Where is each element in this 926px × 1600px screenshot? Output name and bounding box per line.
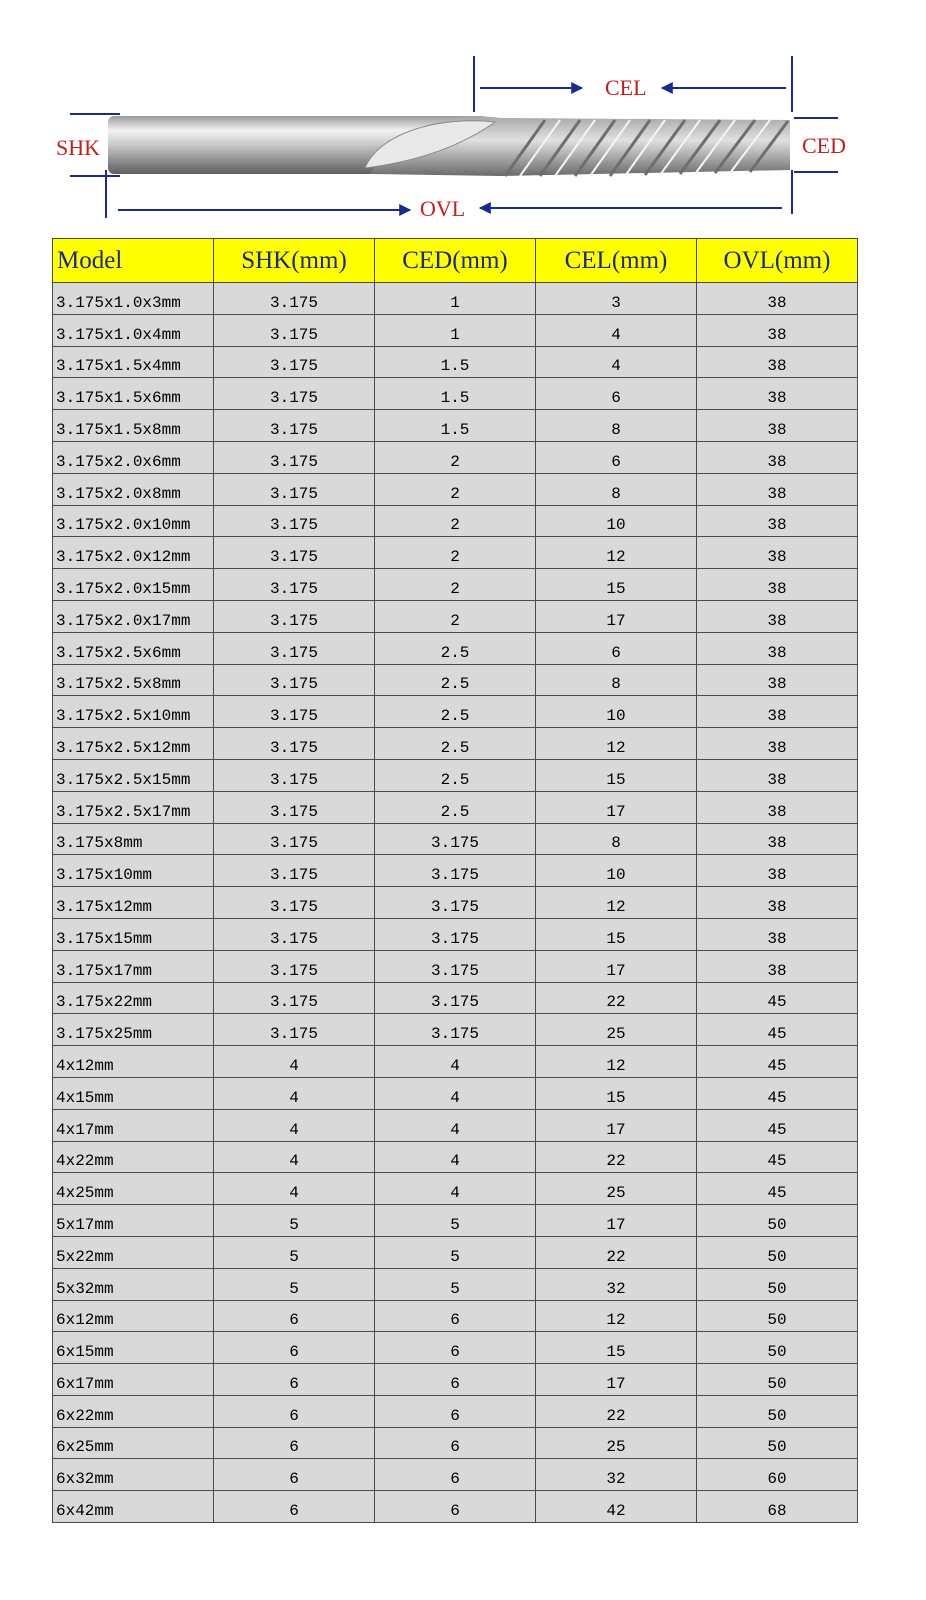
ced-cell: 2.5 [375,728,536,760]
ced-cell: 6 [375,1300,536,1332]
model-cell: 4x15mm [53,1077,214,1109]
model-cell: 6x42mm [53,1491,214,1523]
ced-cell: 4 [375,1109,536,1141]
ovl-cell: 45 [697,1077,858,1109]
cel-cell: 3 [536,283,697,315]
ced-cell: 6 [375,1491,536,1523]
shk-cell: 3.175 [214,855,375,887]
table-row [53,1173,858,1205]
ced-cell: 5 [375,1268,536,1300]
model-cell: 3.175x2.0x8mm [53,473,214,505]
cel-label: CEL [605,75,647,100]
cel-cell: 10 [536,505,697,537]
ovl-cell: 38 [697,728,858,760]
shk-cell: 3.175 [214,1014,375,1046]
shk-label: SHK [56,135,101,160]
cel-cell: 6 [536,441,697,473]
column-header-shk: SHK(mm) [214,239,375,283]
model-cell: 3.175x2.0x6mm [53,441,214,473]
table-row [53,1109,858,1141]
table-row [53,569,858,601]
ovl-cell: 38 [697,537,858,569]
model-cell: 3.175x2.5x10mm [53,696,214,728]
cel-cell: 10 [536,855,697,887]
table-row [53,759,858,791]
model-cell: 3.175x2.0x17mm [53,600,214,632]
cel-cell: 42 [536,1491,697,1523]
cel-cell: 8 [536,664,697,696]
ced-cell: 3.175 [375,887,536,919]
ovl-cell: 38 [697,314,858,346]
cel-cell: 15 [536,1077,697,1109]
table-row [53,1364,858,1396]
cel-cell: 6 [536,632,697,664]
table-row [53,791,858,823]
ovl-cell: 45 [697,1173,858,1205]
ced-cell: 1.5 [375,410,536,442]
table-row [53,537,858,569]
ovl-cell: 50 [697,1236,858,1268]
cel-cell: 15 [536,1332,697,1364]
model-cell: 3.175x25mm [53,1014,214,1046]
table-row [53,918,858,950]
column-header-ced: CED(mm) [375,239,536,283]
ced-cell: 6 [375,1459,536,1491]
column-header-cel: CEL(mm) [536,239,697,283]
ovl-cell: 38 [697,887,858,919]
table-row [53,1236,858,1268]
ovl-cell: 38 [697,632,858,664]
cel-cell: 15 [536,569,697,601]
ovl-cell: 38 [697,473,858,505]
cel-cell: 8 [536,823,697,855]
ovl-cell: 50 [697,1395,858,1427]
ced-cell: 2 [375,505,536,537]
ced-cell: 6 [375,1364,536,1396]
cel-cell: 17 [536,791,697,823]
shk-cell: 5 [214,1205,375,1237]
table-row [53,1300,858,1332]
cel-cell: 32 [536,1268,697,1300]
shk-cell: 4 [214,1077,375,1109]
table-row [53,600,858,632]
ced-cell: 2.5 [375,664,536,696]
shk-cell: 6 [214,1459,375,1491]
shk-cell: 3.175 [214,696,375,728]
shk-cell: 4 [214,1046,375,1078]
ovl-cell: 50 [697,1332,858,1364]
table-row [53,1077,858,1109]
ovl-label: OVL [420,196,466,221]
shk-cell: 3.175 [214,791,375,823]
table-row [53,823,858,855]
cel-cell: 17 [536,600,697,632]
cel-cell: 6 [536,378,697,410]
cel-cell: 25 [536,1427,697,1459]
ced-cell: 6 [375,1332,536,1364]
table-header-row [53,239,858,283]
ovl-cell: 50 [697,1427,858,1459]
ced-label: CED [802,133,846,158]
ovl-cell: 45 [697,1046,858,1078]
ced-cell: 1.5 [375,378,536,410]
cel-cell: 12 [536,728,697,760]
ced-cell: 2.5 [375,759,536,791]
shk-cell: 3.175 [214,918,375,950]
shk-cell: 3.175 [214,569,375,601]
cel-cell: 15 [536,918,697,950]
model-cell: 4x22mm [53,1141,214,1173]
ovl-cell: 38 [697,569,858,601]
ced-cell: 2 [375,537,536,569]
cel-cell: 4 [536,314,697,346]
shk-cell: 3.175 [214,887,375,919]
model-cell: 3.175x2.5x6mm [53,632,214,664]
cel-cell: 17 [536,1205,697,1237]
ced-cell: 4 [375,1173,536,1205]
model-cell: 3.175x1.5x8mm [53,410,214,442]
shk-cell: 3.175 [214,441,375,473]
ced-cell: 4 [375,1046,536,1078]
ced-cell: 2.5 [375,696,536,728]
column-header-model: Model [53,239,214,283]
spec-table [52,238,858,1523]
model-cell: 4x12mm [53,1046,214,1078]
model-cell: 3.175x2.0x15mm [53,569,214,601]
cel-cell: 25 [536,1173,697,1205]
shk-cell: 4 [214,1109,375,1141]
model-cell: 3.175x10mm [53,855,214,887]
cel-cell: 12 [536,887,697,919]
table-row [53,1205,858,1237]
model-cell: 5x17mm [53,1205,214,1237]
shk-cell: 6 [214,1427,375,1459]
shk-cell: 4 [214,1141,375,1173]
ovl-cell: 50 [697,1364,858,1396]
ovl-cell: 38 [697,950,858,982]
table-row [53,1046,858,1078]
model-cell: 5x22mm [53,1236,214,1268]
ovl-cell: 38 [697,441,858,473]
table-row [53,1459,858,1491]
table-row [53,283,858,315]
cel-cell: 22 [536,1236,697,1268]
ovl-cell: 68 [697,1491,858,1523]
model-cell: 3.175x22mm [53,982,214,1014]
table-row [53,1427,858,1459]
table-row [53,410,858,442]
table-row [53,982,858,1014]
ovl-cell: 45 [697,1141,858,1173]
table-row [53,728,858,760]
table-row [53,1332,858,1364]
ced-cell: 3.175 [375,918,536,950]
ovl-cell: 38 [697,505,858,537]
table-row [53,441,858,473]
model-cell: 3.175x12mm [53,887,214,919]
shk-cell: 3.175 [214,314,375,346]
shk-cell: 3.175 [214,346,375,378]
ovl-cell: 45 [697,1109,858,1141]
shk-cell: 3.175 [214,759,375,791]
ovl-cell: 45 [697,1014,858,1046]
table-row [53,505,858,537]
table-row [53,314,858,346]
table-body [53,283,858,1523]
model-cell: 6x32mm [53,1459,214,1491]
ced-cell: 5 [375,1236,536,1268]
cel-cell: 17 [536,1109,697,1141]
ovl-cell: 38 [697,696,858,728]
shk-cell: 3.175 [214,982,375,1014]
shk-cell: 3.175 [214,505,375,537]
shk-cell: 6 [214,1491,375,1523]
ced-cell: 5 [375,1205,536,1237]
model-cell: 3.175x1.5x6mm [53,378,214,410]
ced-cell: 2.5 [375,791,536,823]
ced-cell: 1.5 [375,346,536,378]
table-row [53,950,858,982]
cel-cell: 17 [536,1364,697,1396]
model-cell: 4x17mm [53,1109,214,1141]
shk-cell: 4 [214,1173,375,1205]
table-row [53,887,858,919]
ovl-cell: 38 [697,855,858,887]
end-mill-diagram [0,0,926,232]
shk-cell: 6 [214,1364,375,1396]
shk-cell: 6 [214,1332,375,1364]
ced-cell: 2 [375,441,536,473]
shk-cell: 3.175 [214,473,375,505]
model-cell: 3.175x2.5x17mm [53,791,214,823]
ovl-cell: 38 [697,791,858,823]
cel-cell: 22 [536,1141,697,1173]
model-cell: 3.175x17mm [53,950,214,982]
ced-cell: 3.175 [375,855,536,887]
table-row [53,1395,858,1427]
model-cell: 3.175x1.0x4mm [53,314,214,346]
ovl-cell: 38 [697,918,858,950]
model-cell: 3.175x2.5x15mm [53,759,214,791]
table-row [53,378,858,410]
shk-cell: 3.175 [214,664,375,696]
cel-cell: 22 [536,982,697,1014]
model-cell: 3.175x2.5x8mm [53,664,214,696]
model-cell: 6x22mm [53,1395,214,1427]
shk-cell: 5 [214,1268,375,1300]
cel-cell: 25 [536,1014,697,1046]
shk-cell: 3.175 [214,950,375,982]
cel-cell: 15 [536,759,697,791]
ovl-cell: 50 [697,1205,858,1237]
ced-cell: 4 [375,1077,536,1109]
ovl-cell: 50 [697,1268,858,1300]
shk-cell: 3.175 [214,537,375,569]
ced-cell: 2.5 [375,632,536,664]
shk-cell: 3.175 [214,283,375,315]
ced-cell: 4 [375,1141,536,1173]
model-cell: 3.175x15mm [53,918,214,950]
ovl-cell: 45 [697,982,858,1014]
shk-cell: 3.175 [214,728,375,760]
shk-cell: 6 [214,1300,375,1332]
cel-cell: 4 [536,346,697,378]
table-row [53,632,858,664]
ovl-cell: 38 [697,664,858,696]
shk-cell: 3.175 [214,823,375,855]
column-header-ovl: OVL(mm) [697,239,858,283]
cel-cell: 8 [536,410,697,442]
cel-cell: 17 [536,950,697,982]
model-cell: 6x25mm [53,1427,214,1459]
table-row [53,1491,858,1523]
ovl-cell: 38 [697,600,858,632]
ovl-cell: 60 [697,1459,858,1491]
model-cell: 3.175x8mm [53,823,214,855]
ced-cell: 3.175 [375,950,536,982]
model-cell: 4x25mm [53,1173,214,1205]
cel-cell: 12 [536,1300,697,1332]
table-row [53,1141,858,1173]
ovl-cell: 38 [697,823,858,855]
table-row [53,1014,858,1046]
model-cell: 3.175x2.5x12mm [53,728,214,760]
ced-cell: 2 [375,569,536,601]
table-row [53,664,858,696]
ovl-cell: 38 [697,346,858,378]
shk-cell: 3.175 [214,378,375,410]
shk-cell: 3.175 [214,410,375,442]
table-row [53,1268,858,1300]
ced-cell: 3.175 [375,1014,536,1046]
model-cell: 6x12mm [53,1300,214,1332]
model-cell: 3.175x1.0x3mm [53,283,214,315]
ced-cell: 2 [375,600,536,632]
shk-cell: 6 [214,1395,375,1427]
cel-cell: 8 [536,473,697,505]
model-cell: 5x32mm [53,1268,214,1300]
ced-cell: 3.175 [375,982,536,1014]
cel-cell: 32 [536,1459,697,1491]
cel-cell: 12 [536,537,697,569]
table-row [53,473,858,505]
table-row [53,855,858,887]
cel-cell: 22 [536,1395,697,1427]
ced-cell: 3.175 [375,823,536,855]
shk-cell: 3.175 [214,632,375,664]
ced-cell: 1 [375,283,536,315]
ovl-cell: 38 [697,283,858,315]
ced-cell: 6 [375,1427,536,1459]
model-cell: 3.175x1.5x4mm [53,346,214,378]
ced-cell: 2 [375,473,536,505]
shk-cell: 5 [214,1236,375,1268]
model-cell: 3.175x2.0x10mm [53,505,214,537]
ovl-cell: 38 [697,378,858,410]
shk-cell: 3.175 [214,600,375,632]
table-row [53,696,858,728]
ced-cell: 6 [375,1395,536,1427]
model-cell: 6x15mm [53,1332,214,1364]
cel-cell: 12 [536,1046,697,1078]
ovl-cell: 38 [697,410,858,442]
cel-cell: 10 [536,696,697,728]
model-cell: 6x17mm [53,1364,214,1396]
ovl-cell: 38 [697,759,858,791]
ovl-cell: 50 [697,1300,858,1332]
model-cell: 3.175x2.0x12mm [53,537,214,569]
ced-cell: 1 [375,314,536,346]
table-row [53,346,858,378]
end-mill-tool [108,116,790,176]
